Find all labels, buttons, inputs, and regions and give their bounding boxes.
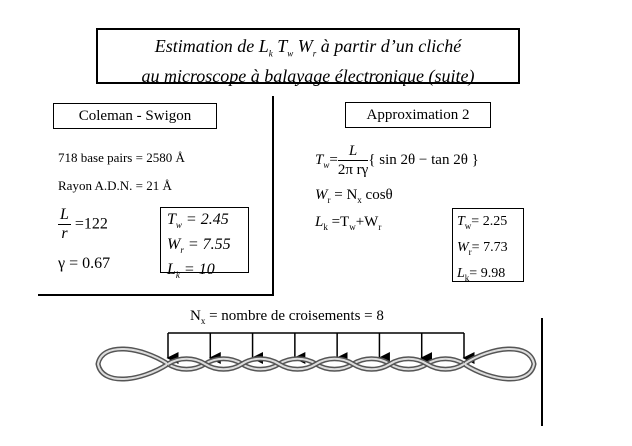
tw-equals: = bbox=[329, 152, 338, 168]
coleman-wr-sym: W bbox=[167, 236, 181, 254]
crossings-label-sub: x bbox=[200, 316, 206, 326]
wr-lhs-sym: W bbox=[315, 187, 328, 203]
crossings-label-rest: = nombre de croisements = 8 bbox=[205, 308, 384, 324]
ratio-denominator: r bbox=[61, 225, 68, 242]
wr-lhs-sub: r bbox=[327, 195, 331, 205]
lk-lhs-sym: L bbox=[315, 214, 324, 230]
title-text-w: W bbox=[297, 36, 313, 56]
approx-wr-sym: W bbox=[457, 239, 469, 255]
wr-rhs-sub: x bbox=[357, 195, 362, 205]
lk-rhs-sub1: w bbox=[349, 222, 356, 232]
coleman-wr-sub: r bbox=[180, 245, 184, 256]
coleman-lk-val: = 10 bbox=[183, 261, 215, 279]
crossings-label-n: N bbox=[190, 308, 201, 324]
title-sub-k: k bbox=[268, 48, 273, 59]
lk-lhs-sub: k bbox=[323, 222, 328, 232]
lk-plus: +W bbox=[355, 214, 379, 230]
coleman-lk-sym: L bbox=[167, 261, 176, 279]
dna-left-loop bbox=[98, 349, 168, 379]
title-line-2: au microscope à balayage électronique (suite) bbox=[141, 65, 475, 86]
title-sub-r: r bbox=[312, 48, 317, 59]
tw-lhs-sub: w bbox=[323, 159, 330, 170]
wr-tail: cosθ bbox=[361, 187, 393, 203]
coleman-wr-val: = 7.55 bbox=[187, 236, 231, 254]
coleman-tw-val: = 2.45 bbox=[185, 211, 229, 228]
lk-rhs: =T bbox=[331, 214, 350, 230]
approx-tw-sub: w bbox=[464, 220, 472, 231]
lk-rhs-sub2: r bbox=[378, 222, 382, 232]
coleman-tw-sub: w bbox=[175, 220, 182, 231]
title-text: Estimation de L bbox=[154, 36, 269, 56]
tw-lhs-sym: T bbox=[315, 151, 324, 168]
title-text-t: T bbox=[277, 36, 288, 56]
approximation-header: Approximation 2 bbox=[345, 102, 491, 128]
ratio-numerator: L bbox=[60, 206, 69, 223]
crossing-arrows bbox=[168, 333, 464, 358]
dna-right-loop bbox=[464, 349, 534, 379]
wr-rhs: = N bbox=[334, 187, 358, 203]
title-sub-w: w bbox=[287, 48, 294, 59]
gamma-text: γ = 0.67 bbox=[58, 255, 111, 272]
title-text-rest: à partir d’un cliché bbox=[320, 36, 462, 56]
tw-brace: { sin 2θ − tan 2θ } bbox=[368, 152, 479, 168]
approx-lk-sub: k bbox=[464, 272, 470, 283]
tw-numerator: L bbox=[338, 142, 368, 161]
rayon-text: Rayon A.D.N. = 21 Å bbox=[58, 178, 172, 193]
ratio-value: =122 bbox=[74, 215, 108, 233]
coleman-swigon-header: Coleman - Swigon bbox=[53, 103, 217, 129]
approx-lk-val: = 9.98 bbox=[469, 265, 506, 281]
coleman-lk-sub: k bbox=[175, 270, 180, 281]
coleman-tw-sym: T bbox=[167, 211, 176, 228]
tw-denominator: 2π rγ bbox=[337, 162, 369, 178]
approx-lk-sym: L bbox=[457, 265, 465, 281]
base-pairs-text: 718 base pairs = 2580 Å bbox=[58, 150, 185, 165]
approx-tw-val: = 2.25 bbox=[471, 214, 508, 229]
approx-tw-sym: T bbox=[457, 214, 465, 229]
approx-wr-sub: r bbox=[468, 246, 472, 257]
approx-wr-val: = 7.73 bbox=[471, 239, 508, 255]
dna-twisted-strands bbox=[168, 359, 464, 370]
